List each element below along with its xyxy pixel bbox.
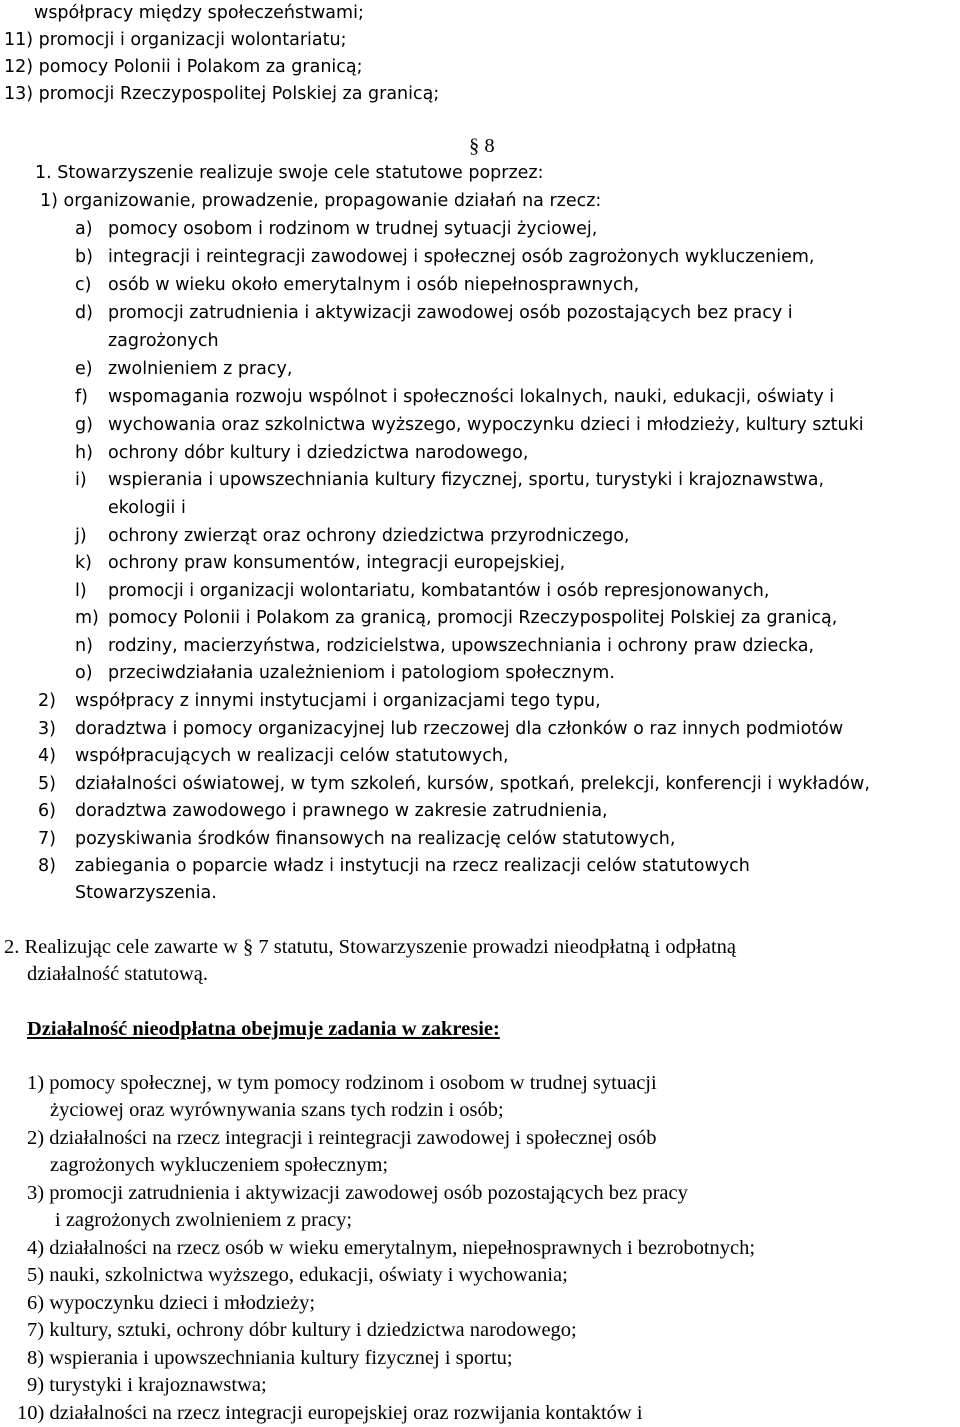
subitem-text: przeciwdziałania uzależnieniom i patologiom społecznym.: [108, 663, 615, 683]
item-text: pozyskiwania środków finansowych na realizację celów statutowych,: [75, 829, 676, 849]
free-activity-line: życiowej oraz wyrównywania szans tych rodzin i osób;: [50, 1099, 504, 1121]
item-text: współpracujących w realizacji celów statutowych,: [75, 746, 509, 766]
subitem-text: integracji i reintegracji zawodowej i społecznej osób zagrożonych wykluczeniem,: [108, 247, 815, 267]
item-mark: 8): [38, 856, 56, 876]
top-list-line-0: współpracy między społeczeństwami;: [34, 3, 364, 23]
subitem-mark: l): [75, 581, 87, 601]
subitem-text: ochrony dóbr kultury i dziedzictwa narodowego,: [108, 443, 529, 463]
subitem-mark: o): [75, 663, 93, 683]
item-text: działalności oświatowej, w tym szkoleń, kursów, spotkań, prelekcji, konferencji i wykładów,: [75, 774, 870, 794]
free-activity-line: 6) wypoczynku dzieci i młodzieży;: [27, 1292, 316, 1314]
subitem-text: pomocy osobom i rodzinom w trudnej sytuacji życiowej,: [108, 219, 598, 239]
point2-line1: 2. Realizując cele zawarte w § 7 statutu, Stowarzyszenie prowadzi nieodpłatną i odpłatną: [4, 936, 737, 958]
free-activity-line: 2) działalności na rzecz integracji i reintegracji zawodowej i społecznej osób: [27, 1127, 657, 1149]
point1-intro: 1. Stowarzyszenie realizuje swoje cele statutowe poprzez:: [35, 163, 544, 183]
free-activity-line: 4) działalności na rzecz osób w wieku emerytalnym, niepełnosprawnych i bezrobotnych;: [27, 1237, 756, 1259]
item-mark: 3): [38, 719, 56, 739]
subitem-continuation: zagrożonych: [108, 331, 219, 351]
subitem-mark: i): [75, 470, 87, 490]
subitem-text: wspierania i upowszechniania kultury fizycznej, sportu, turystyki i krajoznawstwa,: [108, 470, 825, 490]
free-activity-line: 1) pomocy społecznej, w tym pomocy rodzinom i osobom w trudnej sytuacji: [27, 1072, 657, 1094]
item-mark: 4): [38, 746, 56, 766]
subitem-mark: a): [75, 219, 93, 239]
subitem-text: promocji i organizacji wolontariatu, kombatantów i osób represjonowanych,: [108, 581, 770, 601]
subitem-text: ochrony praw konsumentów, integracji europejskiej,: [108, 553, 566, 573]
free-activity-line: 7) kultury, sztuki, ochrony dóbr kultury i dziedzictwa narodowego;: [27, 1319, 577, 1341]
subitem-mark: j): [75, 526, 87, 546]
subitem-text: rodziny, macierzyństwa, rodzicielstwa, upowszechniania i ochrony praw dziecka,: [108, 636, 815, 656]
subitem-mark: c): [75, 275, 92, 295]
free-activity-line: 9) turystyki i krajoznawstwa;: [27, 1374, 267, 1396]
subitem-text: promocji zatrudnienia i aktywizacji zawodowej osób pozostających bez pracy i: [108, 303, 793, 323]
subitem-mark: k): [75, 553, 92, 573]
point1-item1: 1) organizowanie, prowadzenie, propagowanie działań na rzecz:: [40, 191, 602, 211]
subitem-text: wychowania oraz szkolnictwa wyższego, wypoczynku dzieci i młodzieży, kultury sztuki: [108, 415, 864, 435]
free-activity-line: 10) działalności na rzecz integracji europejskiej oraz rozwijania kontaktów i: [17, 1402, 643, 1424]
subitem-continuation: ekologii i: [108, 498, 186, 518]
free-activity-line: 3) promocji zatrudnienia i aktywizacji zawodowej osób pozostających bez pracy: [27, 1182, 688, 1204]
item-text: zabiegania o poparcie władz i instytucji na rzecz realizacji celów statutowych: [75, 856, 750, 876]
section-heading: § 8: [469, 135, 495, 157]
subitem-text: pomocy Polonii i Polakom za granicą, promocji Rzeczypospolitej Polskiej za granicą,: [108, 608, 838, 628]
subitem-mark: d): [75, 303, 93, 323]
subitem-text: zwolnieniem z pracy,: [108, 359, 293, 379]
free-activity-line: 8) wspierania i upowszechniania kultury fizycznej i sportu;: [27, 1347, 513, 1369]
free-activity-line: zagrożonych wykluczeniem społecznym;: [50, 1154, 389, 1176]
item-text: doradztwa i pomocy organizacyjnej lub rzeczowej dla członków o raz innych podmiotów: [75, 719, 844, 739]
subitem-mark: e): [75, 359, 93, 379]
item-text: doradztwa zawodowego i prawnego w zakresie zatrudnienia,: [75, 801, 608, 821]
top-list-line-3: 13) promocji Rzeczypospolitej Polskiej za granicą;: [4, 84, 440, 104]
point2-line2: działalność statutową.: [27, 963, 209, 985]
subitem-mark: h): [75, 443, 93, 463]
item-text: współpracy z innymi instytucjami i organizacjami tego typu,: [75, 691, 601, 711]
free-activity-heading: Działalność nieodpłatna obejmuje zadania w zakresie:: [27, 1018, 500, 1040]
item-mark: 6): [38, 801, 56, 821]
subitem-mark: g): [75, 415, 93, 435]
free-activity-line: 5) nauki, szkolnictwa wyższego, edukacji, oświaty i wychowania;: [27, 1264, 568, 1286]
subitem-mark: n): [75, 636, 93, 656]
item-continuation: Stowarzyszenia.: [75, 883, 217, 903]
subitem-mark: m): [75, 608, 99, 628]
item-mark: 2): [38, 691, 56, 711]
subitem-text: osób w wieku około emerytalnym i osób niepełnosprawnych,: [108, 275, 640, 295]
subitem-mark: b): [75, 247, 93, 267]
subitem-mark: f): [75, 387, 88, 407]
subitem-text: ochrony zwierząt oraz ochrony dziedzictwa przyrodniczego,: [108, 526, 630, 546]
top-list-line-1: 11) promocji i organizacji wolontariatu;: [4, 30, 347, 50]
item-mark: 7): [38, 829, 56, 849]
item-mark: 5): [38, 774, 56, 794]
subitem-text: wspomagania rozwoju wspólnot i społeczności lokalnych, nauki, edukacji, oświaty i: [108, 387, 835, 407]
top-list-line-2: 12) pomocy Polonii i Polakom za granicą;: [4, 57, 363, 77]
free-activity-line: i zagrożonych zwolnieniem z pracy;: [55, 1209, 353, 1231]
